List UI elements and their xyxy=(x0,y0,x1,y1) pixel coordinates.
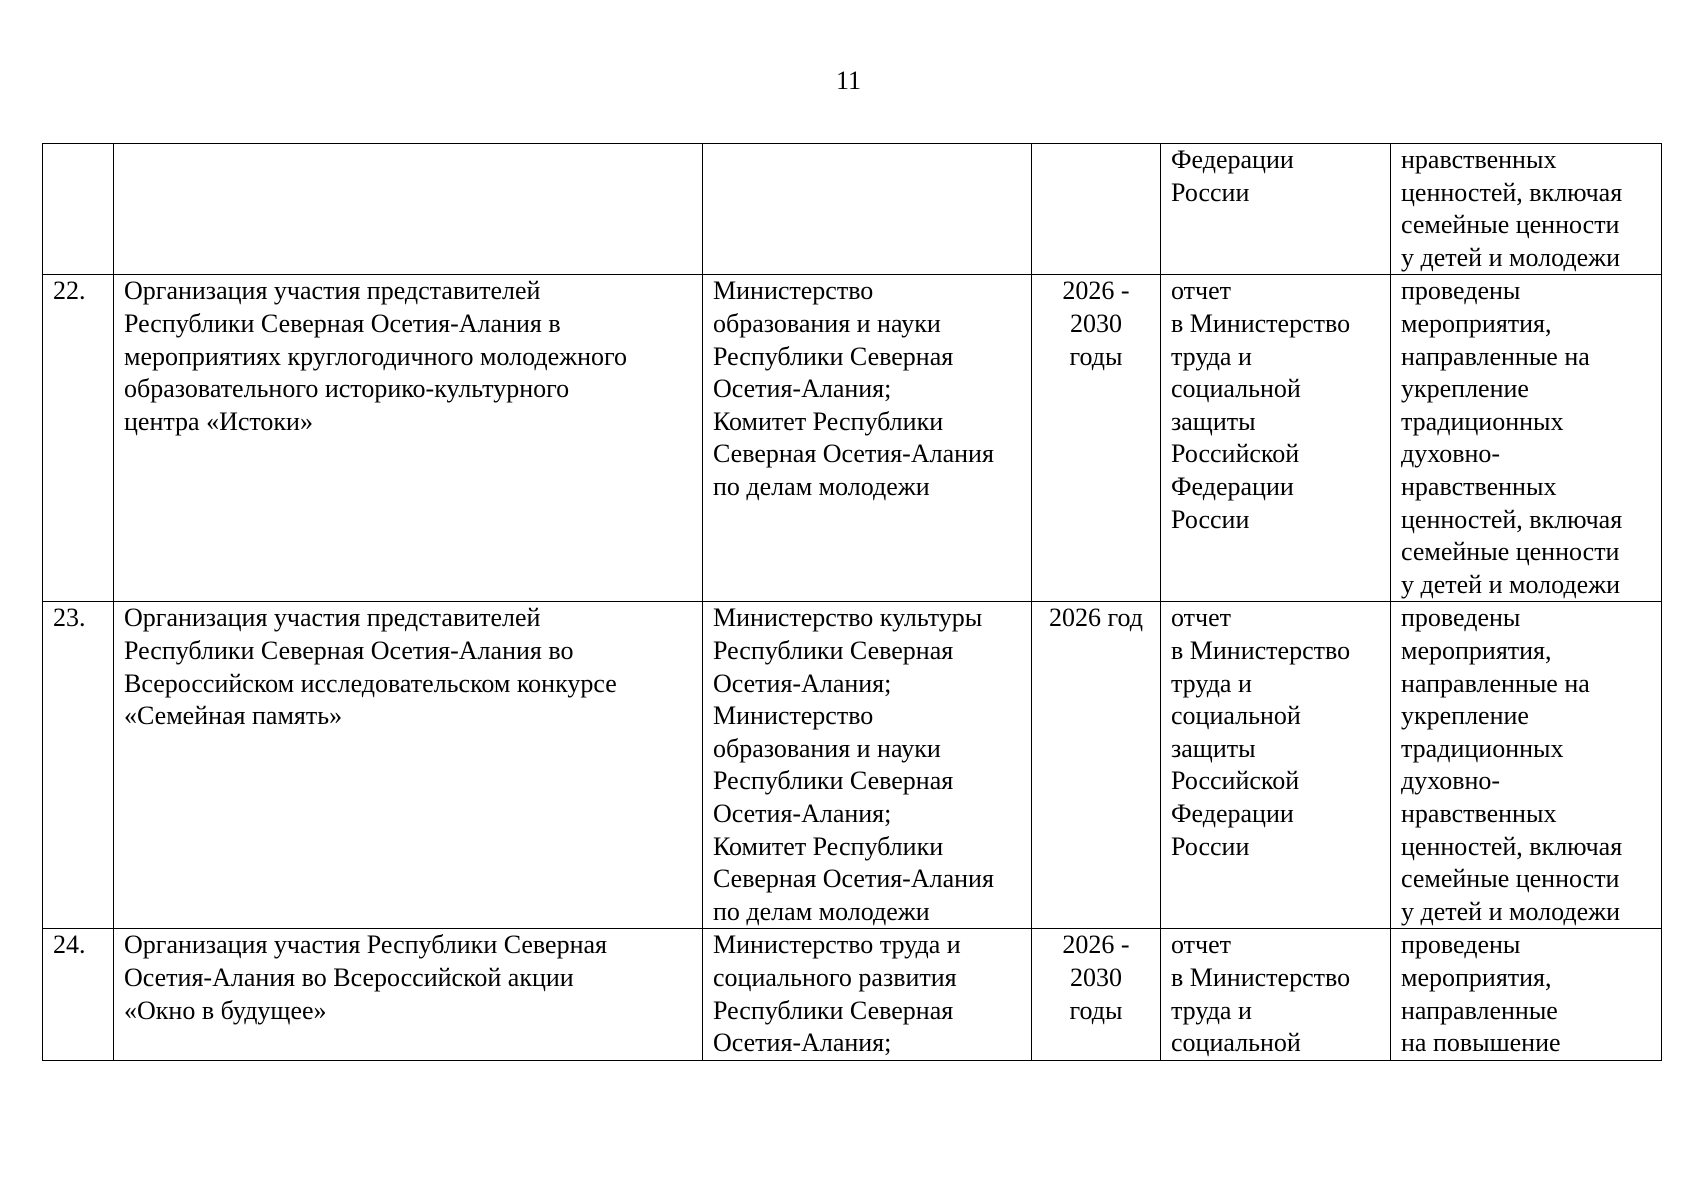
table-row xyxy=(43,275,1662,602)
cell-line: России xyxy=(1171,831,1250,861)
cell-line: Федерации xyxy=(1171,145,1294,174)
cell-line: социальной xyxy=(1171,374,1301,404)
cell-line: направленные на xyxy=(1401,341,1590,371)
row-number-cell: 23. xyxy=(43,602,114,929)
executors-cell xyxy=(703,602,1032,929)
cell-line: ценностей, включая xyxy=(1401,831,1623,861)
cell-line: отчет xyxy=(1171,603,1231,633)
cell-line: нравственных xyxy=(1401,798,1557,828)
cell-line: образовательного историко-культурного xyxy=(124,374,570,404)
cell-line: проведены xyxy=(1401,276,1521,306)
cell-line: традиционных xyxy=(1401,406,1564,436)
table-row xyxy=(43,144,1662,275)
cell-line: укрепление xyxy=(1401,701,1529,731)
event-cell xyxy=(114,602,703,929)
cell-line: ценностей, включая xyxy=(1401,177,1623,207)
report-cell xyxy=(1161,275,1391,602)
cell-line: ценностей, включая xyxy=(1401,504,1623,534)
result-cell xyxy=(1391,144,1662,275)
cell-line: Республики Северная xyxy=(713,635,954,665)
report-cell xyxy=(1161,602,1391,929)
cell-line: 2026 год xyxy=(1049,603,1143,633)
cell-line: семейные ценности xyxy=(1401,210,1620,240)
result-cell xyxy=(1391,929,1662,1060)
cell-line: семейные ценности xyxy=(1401,537,1620,567)
cell-line: социальной xyxy=(1171,701,1301,731)
cell-line: Министерство xyxy=(713,276,874,306)
cell-line: Республики Северная xyxy=(713,995,954,1025)
cell-line: по делам молодежи xyxy=(713,471,930,501)
executors-cell xyxy=(703,275,1032,602)
cell-line: Осетия-Алания во Всероссийской акции xyxy=(124,962,574,992)
term-cell xyxy=(1032,275,1161,602)
cell-line: Российской xyxy=(1171,766,1300,796)
cell-line: труда и xyxy=(1171,995,1252,1025)
cell-line: мероприятия, xyxy=(1401,962,1552,992)
cell-line: у детей и молодежи xyxy=(1401,569,1620,599)
cell-line: «Окно в будущее» xyxy=(124,995,327,1025)
table-row xyxy=(43,602,1662,929)
cell-line: у детей и молодежи xyxy=(1401,242,1620,272)
cell-line: на повышение xyxy=(1401,1028,1561,1058)
cell-line: годы xyxy=(1069,995,1123,1025)
cell-line: 2030 xyxy=(1070,308,1122,338)
cell-line: России xyxy=(1171,177,1250,207)
cell-line: Комитет Республики xyxy=(713,406,944,436)
row-number-cell: 22. xyxy=(43,275,114,602)
cell-line: Всероссийском исследовательском конкурсе xyxy=(124,668,617,698)
report-cell xyxy=(1161,929,1391,1060)
event-cell xyxy=(114,275,703,602)
cell-line: Комитет Республики xyxy=(713,831,944,861)
cell-line: направленные на xyxy=(1401,668,1590,698)
cell-line: Российской xyxy=(1171,439,1300,469)
result-cell xyxy=(1391,602,1662,929)
executors-cell xyxy=(703,144,1032,275)
cell-line: Северная Осетия-Алания xyxy=(713,439,994,469)
cell-line: укрепление xyxy=(1401,374,1529,404)
cell-line: Организация участия представителей xyxy=(124,603,541,633)
cell-line: в Министерство xyxy=(1171,635,1351,665)
cell-line: Осетия-Алания; xyxy=(713,1028,892,1058)
term-cell xyxy=(1032,602,1161,929)
row-number-cell xyxy=(43,144,114,275)
cell-line: 2026 - xyxy=(1062,276,1130,306)
cell-line: мероприятия, xyxy=(1401,308,1552,338)
cell-line: 2026 - xyxy=(1062,930,1130,960)
cell-line: Республики Северная Осетия-Алания во xyxy=(124,635,574,665)
cell-line: Федерации xyxy=(1171,471,1294,501)
measures-table xyxy=(42,143,1662,1061)
cell-line: «Семейная память» xyxy=(124,701,343,731)
cell-line: нравственных xyxy=(1401,145,1557,174)
cell-line: Министерство xyxy=(713,701,874,731)
cell-line: мероприятия, xyxy=(1401,635,1552,665)
cell-line: отчет xyxy=(1171,930,1231,960)
cell-line: Республики Северная xyxy=(713,766,954,796)
cell-line: Осетия-Алания; xyxy=(713,668,892,698)
cell-line: Осетия-Алания; xyxy=(713,374,892,404)
cell-line: по делам молодежи xyxy=(713,896,930,926)
cell-line: годы xyxy=(1069,341,1123,371)
cell-line: направленные xyxy=(1401,995,1558,1025)
cell-line: у детей и молодежи xyxy=(1401,896,1620,926)
result-cell xyxy=(1391,275,1662,602)
cell-line: образования и науки xyxy=(713,308,941,338)
cell-line: Осетия-Алания; xyxy=(713,798,892,828)
cell-line: труда и xyxy=(1171,341,1252,371)
cell-line: мероприятиях круглогодичного молодежного xyxy=(124,341,628,371)
event-cell xyxy=(114,144,703,275)
cell-line: отчет xyxy=(1171,276,1231,306)
cell-line: России xyxy=(1171,504,1250,534)
cell-line: защиты xyxy=(1171,733,1256,763)
term-cell xyxy=(1032,144,1161,275)
cell-line: образования и науки xyxy=(713,733,941,763)
cell-line: Министерство труда и xyxy=(713,930,961,960)
cell-line: Республики Северная Осетия-Алания в xyxy=(124,308,561,338)
cell-line: в Министерство xyxy=(1171,308,1351,338)
cell-line: проведены xyxy=(1401,603,1521,633)
cell-line: Федерации xyxy=(1171,798,1294,828)
report-cell xyxy=(1161,144,1391,275)
cell-line: семейные ценности xyxy=(1401,864,1620,894)
page-number: 11 xyxy=(835,66,862,95)
cell-line: Республики Северная xyxy=(713,341,954,371)
cell-line: проведены xyxy=(1401,930,1521,960)
cell-line: Министерство культуры xyxy=(713,603,983,633)
executors-cell xyxy=(703,929,1032,1060)
cell-line: социальной xyxy=(1171,1028,1301,1058)
cell-line: Организация участия представителей xyxy=(124,276,541,306)
row-number-cell: 24. xyxy=(43,929,114,1060)
cell-line: труда и xyxy=(1171,668,1252,698)
cell-line: духовно- xyxy=(1401,439,1501,469)
cell-line: традиционных xyxy=(1401,733,1564,763)
cell-line: Организация участия Республики Северная xyxy=(124,930,608,960)
term-cell xyxy=(1032,929,1161,1060)
cell-line: нравственных xyxy=(1401,471,1557,501)
cell-line: Северная Осетия-Алания xyxy=(713,864,994,894)
cell-line: защиты xyxy=(1171,406,1256,436)
event-cell xyxy=(114,929,703,1060)
cell-line: духовно- xyxy=(1401,766,1501,796)
cell-line: в Министерство xyxy=(1171,962,1351,992)
cell-line: социального развития xyxy=(713,962,957,992)
cell-line: центра «Истоки» xyxy=(124,406,313,436)
table-row xyxy=(43,929,1662,1060)
cell-line: 2030 xyxy=(1070,962,1122,992)
